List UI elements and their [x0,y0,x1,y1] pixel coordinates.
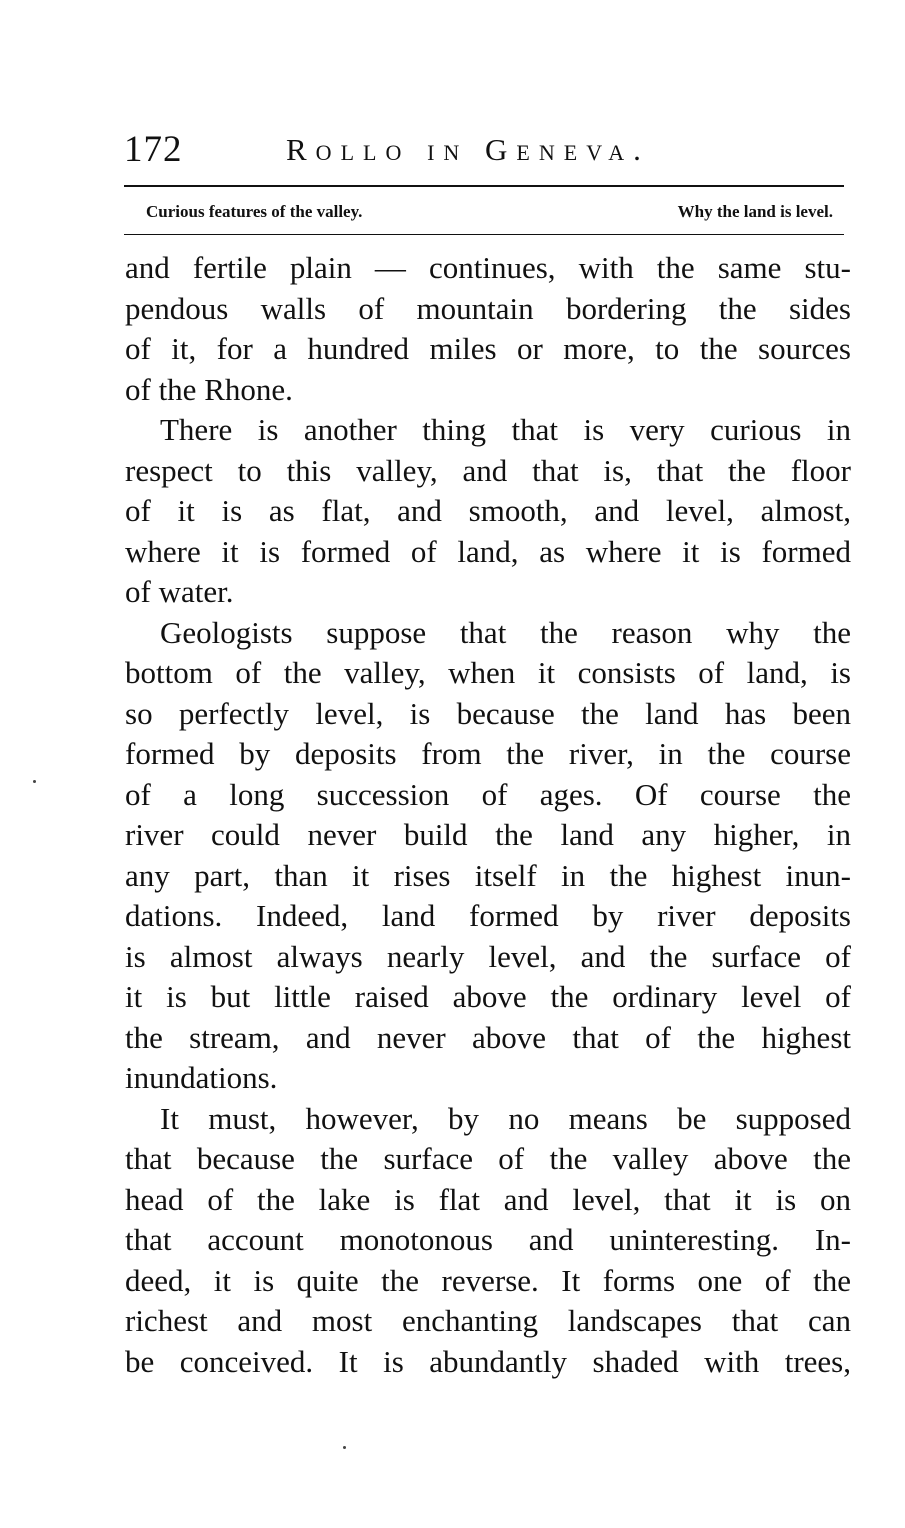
paragraph-first-line: Geologists suppose that the reason why the [160,614,851,650]
text-line: respect to this valley, and that is, that the floor [125,452,851,488]
text-line: is almost always nearly level, and the surface of [125,938,851,974]
text-line: of the Rhone. [125,371,293,407]
text-line: be conceived. It is abundantly shaded with trees, [125,1343,851,1379]
text-line: pendous walls of mountain bordering the sides [125,290,851,326]
text-line: and fertile plain — continues, with the same stu- [125,250,851,285]
text-line: of a long succession of ages. Of course the [125,776,851,812]
text-line: so perfectly level, is because the land has been [125,695,851,731]
paragraph-first-line: There is another thing that is very curious in [160,412,851,447]
body-text [125,248,851,1382]
ink-speck [33,780,36,783]
text-line: it is but little raised above the ordinary level of [125,979,851,1014]
shoulder-note-right: Why the land is level. [677,202,833,221]
header-rule-top [124,185,844,187]
text-line: of water. [125,574,234,609]
text-line: inundations. [125,1060,278,1095]
text-line: head of the lake is flat and level, that it is on [125,1181,851,1217]
text-line: river could never build the land any higher, in [125,817,851,852]
text-line: of it, for a hundred miles or more, to the sources [125,331,851,366]
text-line: that account monotonous and uninteresting. In- [125,1222,851,1257]
header-rule-bottom [124,234,844,235]
text-line: richest and most enchanting landscapes that can [125,1303,851,1338]
text-line: deed, it is quite the reverse. It forms one of the [125,1262,851,1298]
text-line: of it is as flat, and smooth, and level, almost, [125,493,851,528]
paragraph-first-line: It must, however, by no means be supposed [160,1100,851,1136]
text-line: any part, than it rises itself in the highest inun- [125,857,851,893]
book-title: Rollo in Geneva. [286,132,650,167]
ink-speck [343,1446,346,1449]
shoulder-note-left: Curious features of the valley. [146,202,363,221]
text-line: where it is formed of land, as where it is formed [125,533,851,569]
running-head [124,128,852,178]
text-line: dations. Indeed, land formed by river deposits [125,898,851,933]
text-line: formed by deposits from the river, in the course [125,736,851,771]
text-line: bottom of the valley, when it consists of land, is [125,655,851,690]
text-line: the stream, and never above that of the highest [125,1019,851,1055]
text-line: that because the surface of the valley above the [125,1141,851,1176]
page-number: 172 [124,129,183,170]
